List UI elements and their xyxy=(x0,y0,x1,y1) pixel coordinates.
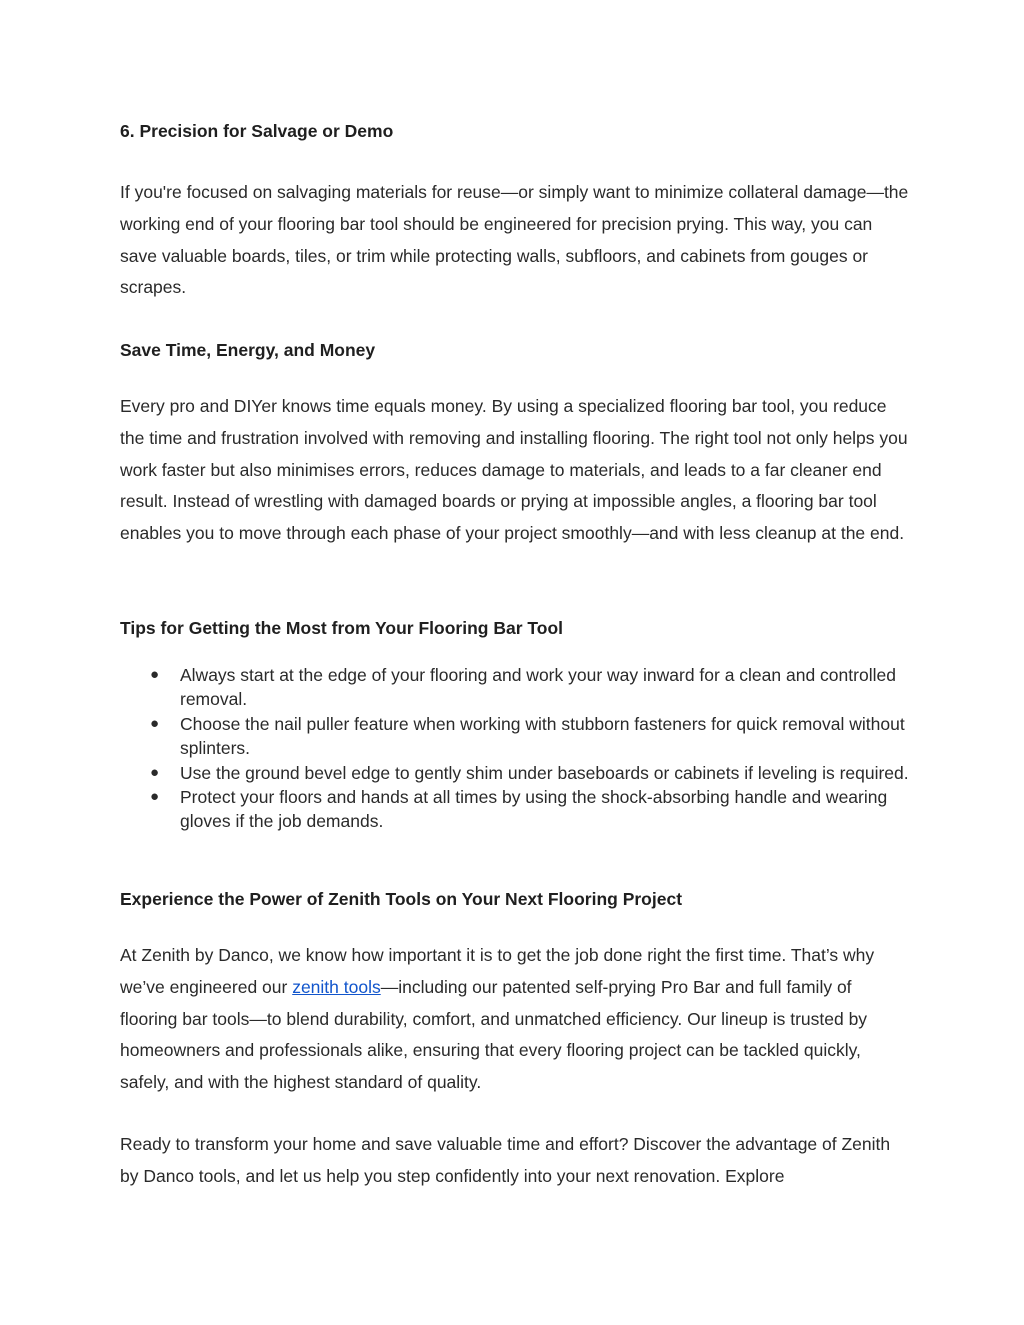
list-item xyxy=(120,785,910,834)
list-item-text: Use the ground bevel edge to gently shim under baseboards or cabinets if leveling is required. xyxy=(180,762,909,783)
list-item xyxy=(120,712,910,761)
list-item-text: Choose the nail puller feature when working with stubborn fasteners for quick removal without splinters. xyxy=(180,713,905,759)
paragraph-experience-zenith xyxy=(120,940,910,1099)
list-item xyxy=(120,761,910,785)
paragraph-save-time: Every pro and DIYer knows time equals money. By using a specialized flooring bar tool, you reduce the time and frustration involved with removing and installing flooring. The right tool not only helps you work faster but also minimises errors, reduces damage to materials, and leads to a far cleaner end result. Instead of wrestling with damaged boards or prying at impossible angles, a flooring bar tool enables you to move through each phase of your project smoothly—and with less cleanup at the end. xyxy=(120,396,908,544)
list-item xyxy=(120,663,910,712)
list-item-text: Always start at the edge of your flooring and work your way inward for a clean and controlled removal. xyxy=(180,665,896,710)
paragraph-closing: Ready to transform your home and save valuable time and effort? Discover the advantage of Zenith by Danco tools, and let us help you step confidently into your next renovation. Explore xyxy=(120,1134,891,1186)
paragraph-text-before-link: At Zenith by Danco, we know how important it is to get the job done right the first time. That’s why we’ve engineered our xyxy=(120,945,875,997)
list-item-text: Protect your floors and hands at all times by using the shock-absorbing handle and wearing gloves if the job demands. xyxy=(180,787,888,832)
bullet-icon: ● xyxy=(150,666,160,683)
paragraph-precision-salvage: If you're focused on salvaging materials for reuse—or simply want to minimize collateral damage—the working end of your flooring bar tool should be engineered for precision prying. This way, you can save valuable boards, tiles, or trim while protecting walls, subfloors, and cabinets from gouges or scrapes. xyxy=(120,182,909,298)
heading-save-time: Save Time, Energy, and Money xyxy=(120,340,376,360)
zenith-tools-link[interactable]: zenith tools xyxy=(292,976,381,997)
bullet-icon: ● xyxy=(150,763,160,781)
heading-experience-zenith: Experience the Power of Zenith Tools on Your Next Flooring Project xyxy=(120,889,683,909)
heading-tips: Tips for Getting the Most from Your Flooring Bar Tool xyxy=(120,618,563,638)
paragraph-text-after-link: —including our patented self-prying Pro Bar and full family of flooring bar tools—to blend durability, comfort, and unmatched efficiency. Our lineup is trusted by homeowners and professionals alike, ensuring that every flooring project can be tackled quickly, safely, and with the highest standard of quality. xyxy=(120,976,868,1093)
tips-list xyxy=(120,663,910,834)
heading-precision-salvage: 6. Precision for Salvage or Demo xyxy=(120,121,394,141)
bullet-icon: ● xyxy=(150,788,160,806)
bullet-icon: ● xyxy=(150,714,160,732)
